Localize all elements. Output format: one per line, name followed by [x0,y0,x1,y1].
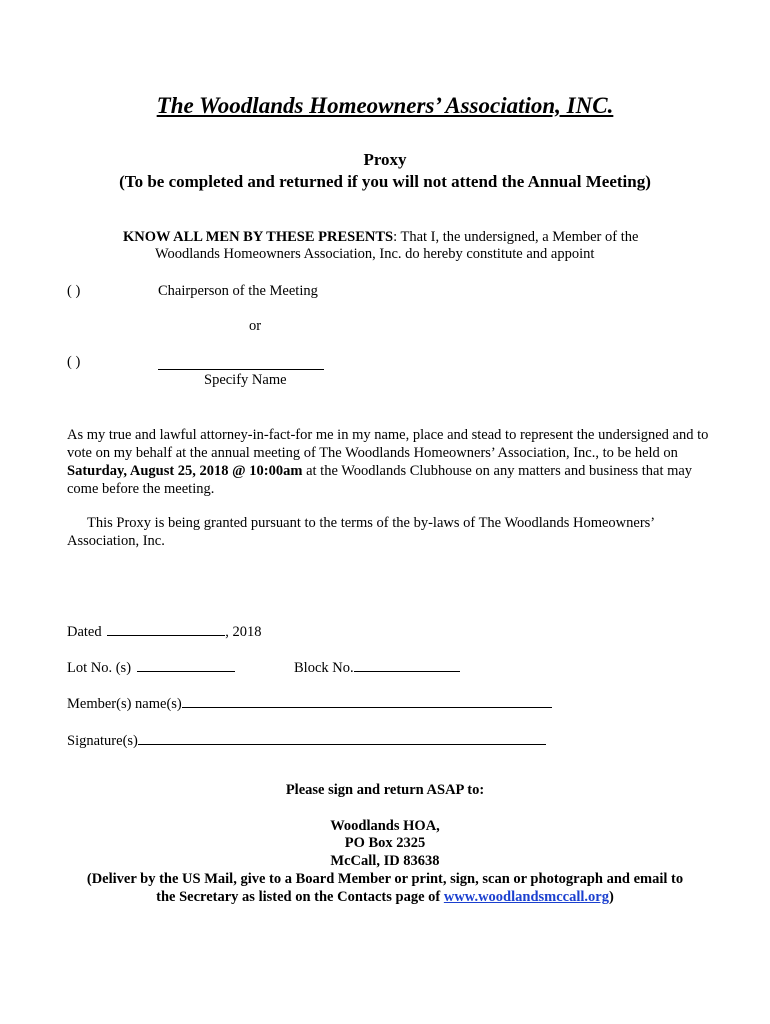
paragraph-2: This Proxy is being granted pursuant to the terms of the by-laws of The Woodlands Homeowners’ Association, Inc. [67,515,655,549]
intro-line-2: Woodlands Homeowners Association, Inc. do hereby constitute and appoint [155,246,595,262]
address-line-2: PO Box 2325 [344,835,426,851]
members-row [67,693,552,713]
signature-row [67,730,546,750]
signature-label: Signature(s) [67,733,138,749]
return-heading: Please sign and return ASAP to: [285,782,485,798]
dated-field[interactable] [107,621,225,636]
address-line-3: McCall, ID 83638 [330,853,440,869]
block-field[interactable] [354,657,460,672]
intro-line-1-rest: : That I, the undersigned, a Member of the [393,229,639,245]
members-field[interactable] [182,693,552,708]
lot-field[interactable] [137,657,235,672]
delivery-line-2 [0,889,770,906]
specify-name-caption: Specify Name [204,372,287,388]
proxy-heading: Proxy [363,150,407,169]
option-1-checkbox[interactable]: ( ) [67,283,81,299]
intro-bold-lead: KNOW ALL MEN BY THESE PRESENTS [123,229,394,245]
paragraph-1-part-2: at the Woodlands Clubhouse on any matters and business that may come before the meeting. [67,463,693,497]
option-1-label: Chairperson of the Meeting [158,283,318,299]
document-title: The Woodlands Homeowners’ Association, INC. [156,93,614,118]
or-text: or [249,318,262,334]
dated-year: , 2018 [225,624,262,640]
specify-name-field[interactable] [158,354,324,370]
website-link[interactable]: www.woodlandsmccall.org [443,889,609,905]
meeting-date: Saturday, August 25, 2018 @ 10:00am [67,463,303,479]
lot-row [67,657,235,677]
paragraph-1-part-1: As my true and lawful attorney-in-fact-for me in my name, place and stead to represent the undersigned and to vote on my behalf at the annual meeting of The Woodlands Homeowners’ Association, Inc., to be held on [67,427,709,461]
dated-row [67,621,262,641]
delivery-line-1: (Deliver by the US Mail, give to a Board Member or print, sign, scan or photograph and email to [86,871,684,887]
paragraph-1 [67,426,717,498]
signature-field[interactable] [138,730,546,745]
option-2-checkbox[interactable]: ( ) [67,354,81,370]
members-label: Member(s) name(s) [67,696,182,712]
intro-line-1 [123,229,638,246]
block-label: Block No. [294,660,354,676]
block-row [294,657,460,677]
delivery-line-2-pre: the Secretary as listed on the Contacts page of [156,889,444,905]
proxy-subheading: (To be completed and returned if you will not attend the Annual Meeting) [119,172,651,191]
address-line-1: Woodlands HOA, [330,818,440,834]
dated-label: Dated [67,624,102,640]
delivery-line-2-post: ) [609,889,614,905]
lot-label: Lot No. (s) [67,660,132,676]
